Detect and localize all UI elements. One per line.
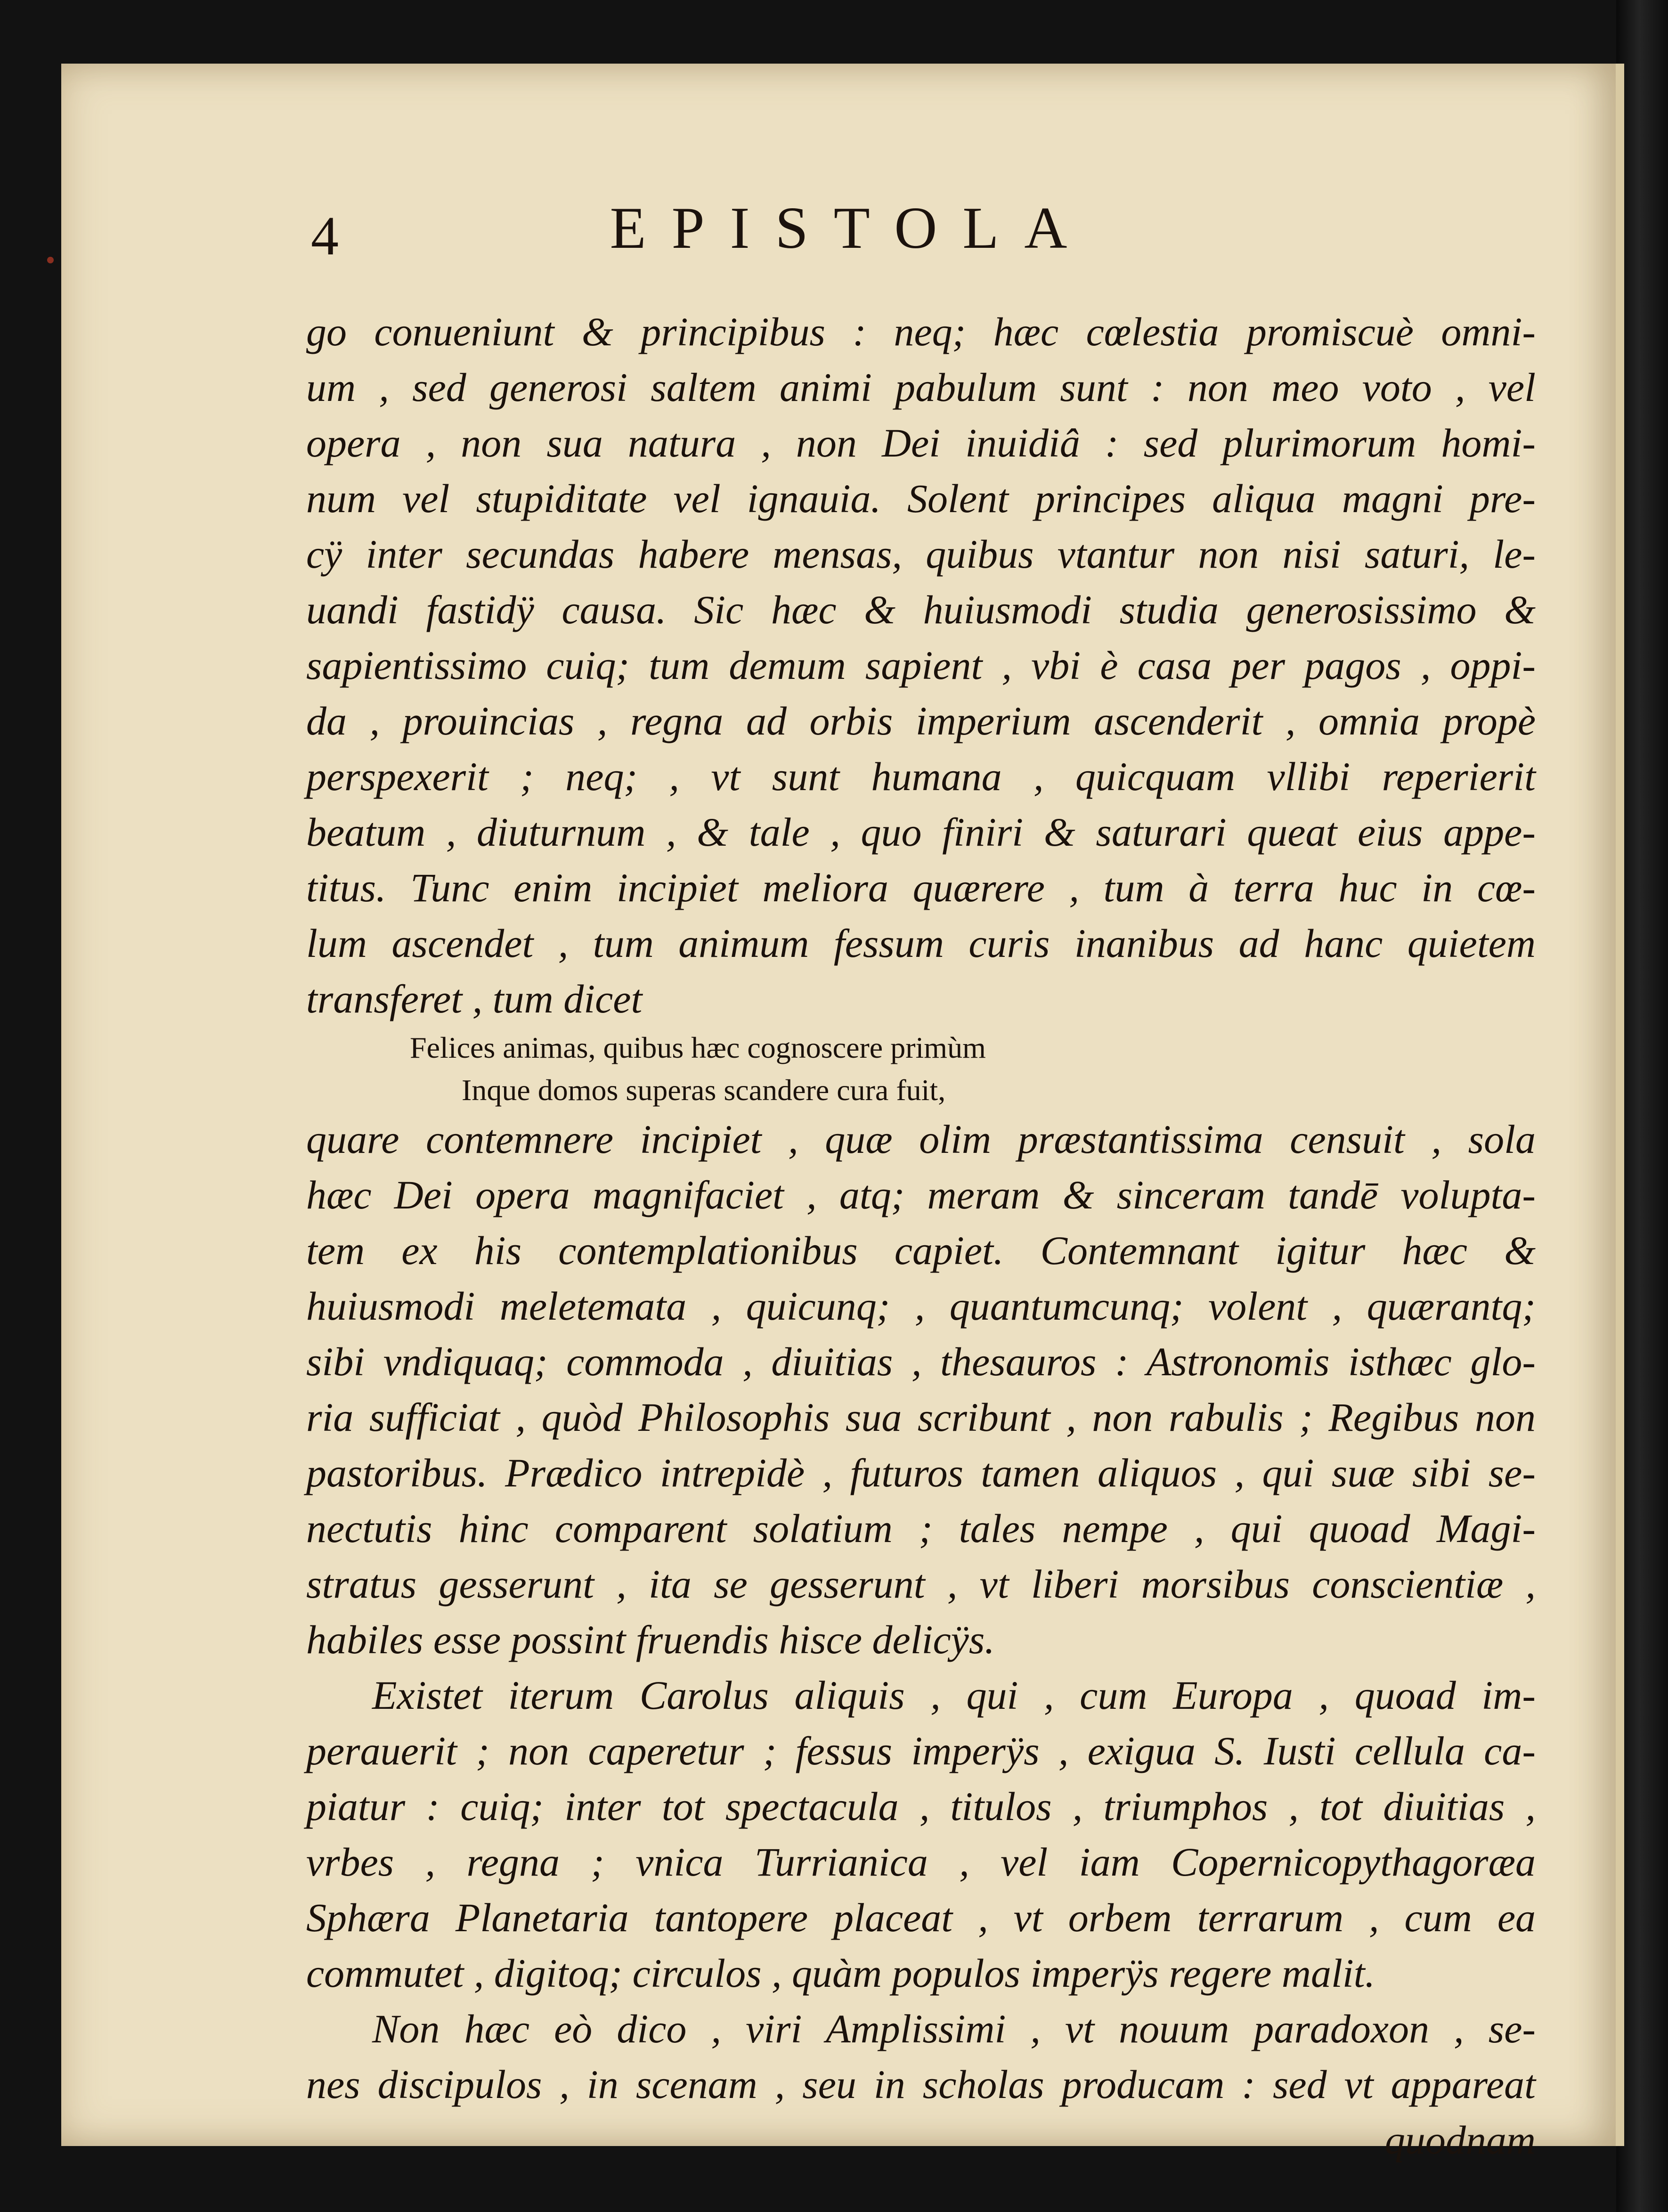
text-line: nes discipulos , in scenam , seu in scholas producam : sed vt appareat: [306, 2062, 1536, 2107]
text-line: sapientissimo cuiq; tum demum sapient , vbi è casa per pagos , oppi-: [306, 643, 1536, 688]
text-line: vrbes , regna ; vnica Turrianica , vel iam Copernicopythagoræa: [306, 1839, 1536, 1885]
text-line: perspexerit ; neq; , vt sunt humana , quicquam vllibi reperierit: [306, 754, 1536, 799]
text-line: pastoribus. Prædico intrepidè , futuros tamen aliquos , qui suæ sibi se-: [306, 1450, 1536, 1495]
text-line: tem ex his contemplationibus capiet. Contemnant igitur hæc &: [306, 1228, 1536, 1273]
text-line: huiusmodi meletemata , quicunq; , quantumcunq; volent , quærantq;: [306, 1283, 1536, 1329]
verse-line: Felices animas, quibus hæc cognoscere primùm: [410, 1031, 986, 1064]
text-line: commutet , digitoq; circulos , quàm populos imperÿs regere malit.: [306, 1951, 1375, 1996]
running-head: EPISTOLA: [610, 196, 1093, 261]
text-line: Sphæra Planetaria tantopere placeat , vt orbem terrarum , cum ea: [306, 1895, 1536, 1940]
text-line: Non hæc eò dico , viri Amplissimi , vt nouum paradoxon , se-: [372, 2006, 1536, 2051]
text-line: quare contemnere incipiet , quæ olim præstantissima censuit , sola: [306, 1117, 1536, 1162]
text-line: Existet iterum Carolus aliquis , qui , cum Europa , quoad im-: [372, 1673, 1536, 1718]
text-line: cÿ inter secundas habere mensas, quibus vtantur non nisi saturi, le-: [306, 531, 1536, 577]
page-body: [306, 304, 1536, 2168]
text-line: opera , non sua natura , non Dei inuidiâ : sed plurimorum homi-: [306, 420, 1536, 465]
text-line: sibi vndiquaq; commoda , diuitias , thesauros : Astronomis isthæc glo-: [306, 1339, 1536, 1384]
text-line: transferet , tum dicet: [306, 976, 643, 1021]
text-line: da , prouincias , regna ad orbis imperium ascenderit , omnia propè: [306, 698, 1536, 743]
text-line: uandi fastidÿ causa. Sic hæc & huiusmodi studia generosissimo &: [306, 587, 1536, 632]
text-line: ria sufficiat , quòd Philosophis sua scribunt , non rabulis ; Regibus non: [306, 1395, 1536, 1440]
page-number: 4: [311, 205, 339, 267]
text-line: piatur : cuiq; inter tot spectacula , titulos , triumphos , tot diuitias ,: [306, 1784, 1536, 1829]
text-line: go conueniunt & principibus : neq; hæc cœlestia promiscuè omni-: [306, 309, 1536, 354]
text-line: habiles esse possint fruendis hisce delicÿs.: [306, 1617, 995, 1662]
text-line: num vel stupiditate vel ignauia. Solent principes aliqua magni pre-: [306, 476, 1536, 521]
text-line: titus. Tunc enim incipiet meliora quærere , tum à terra huc in cœ-: [306, 865, 1536, 910]
text-line: lum ascendet , tum animum fessum curis inanibus ad hanc quietem: [306, 921, 1536, 966]
text-line: nectutis hinc comparent solatium ; tales nempe , qui quoad Magi-: [306, 1506, 1536, 1551]
text-line: stratus gesserunt , ita se gesserunt , vt liberi morsibus conscientiæ ,: [306, 1561, 1536, 1607]
ink-mark: [47, 257, 54, 263]
verse-line: Inque domos superas scandere cura fuit,: [462, 1073, 946, 1107]
text-line: hæc Dei opera magnifaciet , atq; meram & sinceram tandē volupta-: [306, 1172, 1536, 1217]
catchword: quodnam: [1384, 2117, 1536, 2163]
text-line: beatum , diuturnum , & tale , quo finiri & saturari queat eius appe-: [306, 809, 1536, 855]
page-header: [61, 185, 1616, 298]
book-page: [61, 64, 1624, 2163]
text-line: perauerit ; non caperetur ; fessus imperÿs , exigua S. Iusti cellula ca-: [306, 1728, 1536, 1773]
text-line: um , sed generosi saltem animi pabulum sunt : non meo voto , vel: [306, 365, 1536, 410]
